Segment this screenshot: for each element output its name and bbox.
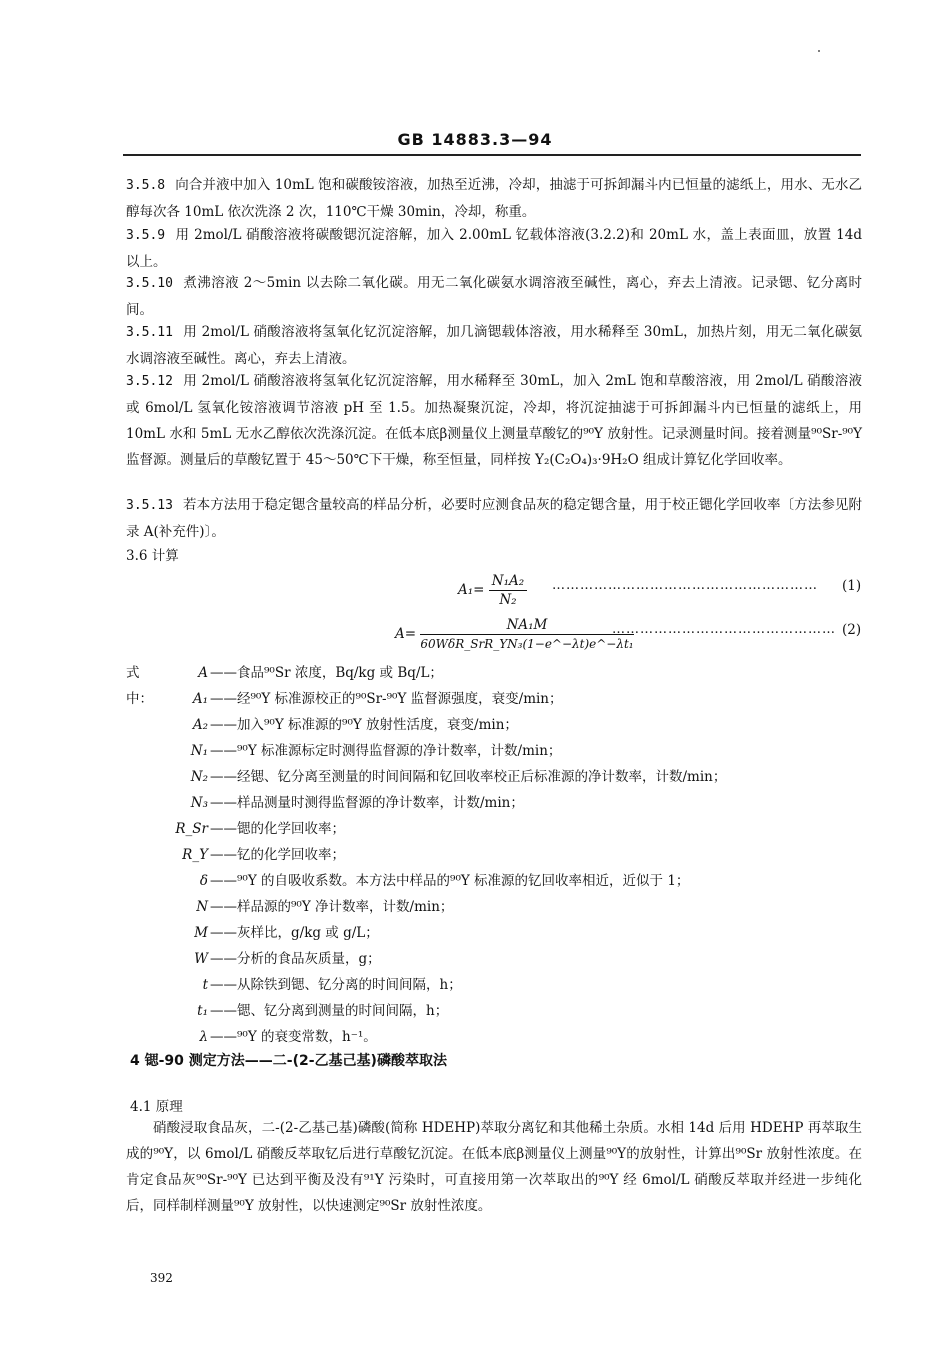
definition-text: ——分析的食品灰质量，g； <box>210 951 381 967</box>
eq1-numerator: N₁A₂ <box>489 572 527 591</box>
para-3-5-13 <box>126 492 862 545</box>
definition-item <box>126 868 866 894</box>
definition-symbol: N₃ <box>190 795 208 811</box>
para-3-5-12 <box>126 368 862 473</box>
definition-text: ——钇的化学回收率； <box>210 847 345 863</box>
definition-item <box>126 660 866 686</box>
definition-text: ——灰样比，g/kg 或 g/L； <box>210 925 379 941</box>
para-text: 向合并液中加入 10mL 饱和碳酸铵溶液，加热至近沸，冷却，抽滤于可拆卸漏斗内已恒量的滤纸上，用水、无水乙醇每次各 10mL 依次洗涤 2 次，110℃干燥 30min，冷却，称重。 <box>126 177 862 220</box>
section-4-heading: 4 锶-90 测定方法——二-(2-乙基己基)磷酸萃取法 <box>130 1053 447 1069</box>
definition-item <box>126 842 866 868</box>
definition-text: ——锶、钇分离到测量的时间间隔，h； <box>210 1003 449 1019</box>
page-number: 392 <box>150 1271 173 1285</box>
section-4-1-heading: 4.1 原理 <box>130 1099 183 1115</box>
eq2-fraction <box>420 616 633 653</box>
para-text: 用 2mol/L 硝酸溶液将碳酸锶沉淀溶解，加入 2.00mL 钇载体溶液(3.2.2)和 20mL 水，盖上表面皿，放置 14d 以上。 <box>126 227 862 270</box>
definition-list <box>126 660 866 1050</box>
definition-text: ——样品测量时测得监督源的净计数率，计数/min； <box>210 795 524 811</box>
definition-text: ——从除铁到锶、钇分离的时间间隔，h； <box>210 977 462 993</box>
definition-item <box>126 738 866 764</box>
para-number: 3.5.12 <box>126 374 173 389</box>
definition-symbol: t₁ <box>197 1003 208 1019</box>
principle-paragraph: 硝酸浸取食品灰，二-(2-乙基己基)磷酸(简称 HDEHP)萃取分离钇和其他稀土杂质。水相 14d 后用 HDEHP 再萃取生成的⁹⁰Y，以 6mol/L 硝酸反萃取钇后进行草酸钇沉淀。在低本底β测量仪上测量⁹⁰Y的放射性，计算出⁹⁰Sr 放射性浓度。在肯定食品灰⁹⁰Sr-⁹⁰Y 已达到平衡及没有⁹¹Y 污染时，可直接用第一次萃取出的⁹⁰Y 经 6mol/L 硝酸反萃取并经进一步纯化后，同样制样测量⁹⁰Y 放射性，以快速测定⁹⁰Sr 放射性浓度。 <box>126 1120 862 1214</box>
equation-2 <box>395 616 634 653</box>
eq2-numerator: NA₁M <box>420 616 633 635</box>
definition-text: ——⁹⁰Y 的自吸收系数。本方法中样品的⁹⁰Y 标准源的钇回收率相近，近似于 1； <box>210 873 690 889</box>
header-rule <box>123 154 861 156</box>
definition-symbol: M <box>194 925 208 941</box>
where-label: 式中： <box>126 665 153 707</box>
para-text: 用 2mol/L 硝酸溶液将氢氧化钇沉淀溶解，用水稀释至 30mL，加入 2mL 饱和草酸溶液，用 2mol/L 硝酸溶液或 6mol/L 氢氧化铵溶液调节溶液 pH 至 1.5。加热凝聚沉淀，冷却，将沉淀抽滤于可拆卸漏斗内已恒量的滤纸上，用10mL 水和 5mL 无水乙醇依次洗涤沉淀。在低本底β测量仪上测量草酸钇的⁹⁰Y 放射性。记录测量时间。接着测量⁹⁰Sr-⁹⁰Y 监督源。测量后的草酸钇置于 45～50℃下干燥，称至恒量，同样按 Y₂(C₂O₄)₃·9H₂O 组成计算钇化学回收率。 <box>126 373 862 468</box>
eq2-number: (2) <box>842 622 862 638</box>
para-3-5-9 <box>126 222 862 275</box>
definition-text: ——锶的化学回收率； <box>210 821 345 837</box>
definition-symbol: t <box>202 977 208 993</box>
definition-text: ——⁹⁰Y 的衰变常数，h⁻¹。 <box>210 1029 377 1045</box>
definition-item <box>126 1024 866 1050</box>
para-number: 3.5.10 <box>126 276 173 291</box>
para-text: 煮沸溶液 2～5min 以去除二氧化碳。用无二氧化碳氨水调溶液至碱性，离心，弃去上清液。记录锶、钇分离时间。 <box>126 275 862 318</box>
definition-item <box>126 790 866 816</box>
definition-symbol: A₁ <box>192 691 208 707</box>
definition-symbol: N <box>196 899 208 915</box>
definition-text: ——食品⁹⁰Sr 浓度，Bq/kg 或 Bq/L； <box>210 665 443 681</box>
definition-symbol: N₂ <box>190 769 208 785</box>
para-3-5-8 <box>126 172 862 225</box>
para-number: 3.5.11 <box>126 325 173 340</box>
definition-symbol: A₂ <box>192 717 208 733</box>
para-number: 3.5.9 <box>126 228 166 243</box>
definition-symbol: R_Y <box>182 847 208 863</box>
definition-item <box>126 920 866 946</box>
equation-1 <box>458 572 527 609</box>
definition-item <box>126 816 866 842</box>
definition-symbol: λ <box>199 1029 208 1045</box>
eq2-leader-dots: ………………………………………… <box>612 622 836 637</box>
para-text: 用 2mol/L 硝酸溶液将氢氧化钇沉淀溶解，加几滴锶载体溶液，用水稀释至 30mL，加热片刻，用无二氧化碳氨水调溶液至碱性。离心，弃去上清液。 <box>126 324 862 367</box>
para-number: 3.5.13 <box>126 498 173 513</box>
definition-text: ——经⁹⁰Y 标准源校正的⁹⁰Sr-⁹⁰Y 监督源强度，衰变/min； <box>210 691 563 707</box>
scan-speck <box>818 50 820 52</box>
eq2-lhs: A= <box>395 626 417 642</box>
eq1-fraction <box>489 572 527 609</box>
eq2-denominator: 60WδR_SrR_YN₃(1−e^−λt)e^−λt₁ <box>420 637 634 651</box>
definition-item <box>126 998 866 1024</box>
definition-item <box>126 946 866 972</box>
definition-item <box>126 972 866 998</box>
definition-text: ——经锶、钇分离至测量的时间间隔和钇回收率校正后标准源的净计数率，计数/min； <box>210 769 727 785</box>
para-text: 若本方法用于稳定锶含量较高的样品分析，必要时应测食品灰的稳定锶含量，用于校正锶化学回收率〔方法参见附录 A(补充件)〕。 <box>126 497 862 540</box>
definition-symbol: N₁ <box>190 743 208 759</box>
definition-item <box>126 686 866 712</box>
para-3-5-11 <box>126 319 862 372</box>
definition-item <box>126 894 866 920</box>
definition-symbol: δ <box>199 873 208 889</box>
eq1-lhs: A₁= <box>458 582 485 598</box>
definition-symbol: R_Sr <box>175 821 208 837</box>
definition-symbol: W <box>194 951 208 967</box>
definition-text: ——⁹⁰Y 标准源标定时测得监督源的净计数率，计数/min； <box>210 743 562 759</box>
para-number: 3.5.8 <box>126 178 166 193</box>
definition-item <box>126 712 866 738</box>
para-3-5-10 <box>126 270 862 323</box>
section-3-6-heading: 3.6 计算 <box>126 548 179 564</box>
definition-text: ——样品源的⁹⁰Y 净计数率，计数/min； <box>210 899 454 915</box>
definition-symbol: A <box>198 665 208 681</box>
page-header: GB 14883.3—94 <box>397 130 553 149</box>
eq1-number: (1) <box>842 578 862 594</box>
eq1-leader-dots: ………………………………………………… <box>552 578 818 593</box>
definition-item <box>126 764 866 790</box>
definition-text: ——加入⁹⁰Y 标准源的⁹⁰Y 放射性活度，衰变/min； <box>210 717 518 733</box>
eq1-denominator: N₂ <box>499 592 517 608</box>
